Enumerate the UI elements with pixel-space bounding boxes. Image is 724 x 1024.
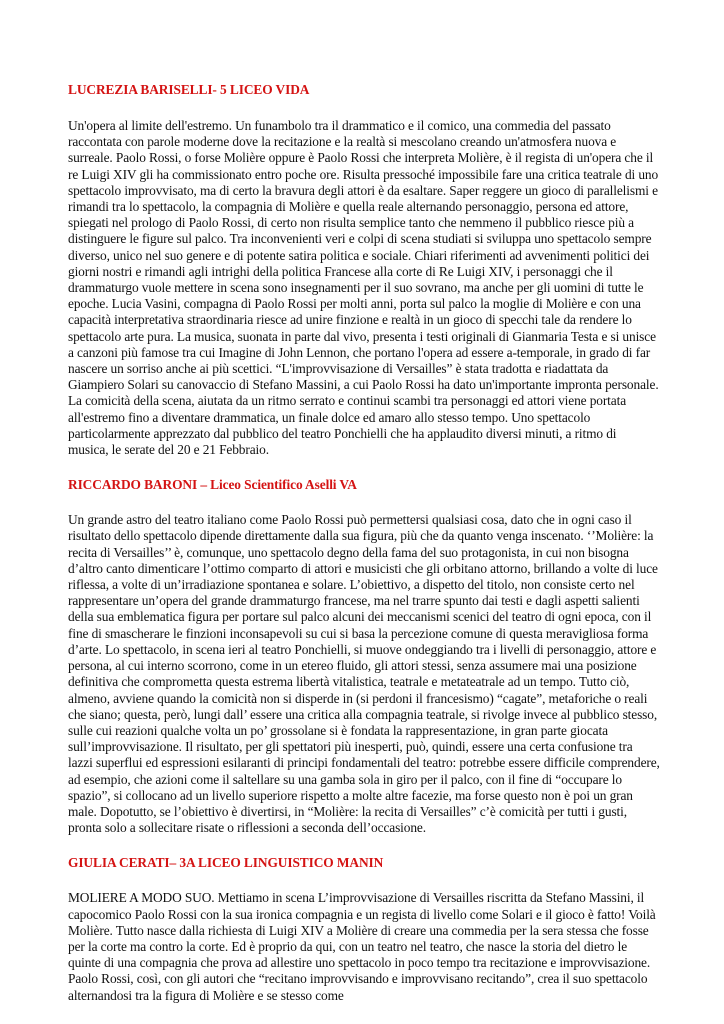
section-heading-lucrezia-bariselli: LUCREZIA BARISELLI- 5 LICEO VIDA xyxy=(68,82,310,97)
review-paragraph-giulia-cerati: MOLIERE A MODO SUO. Mettiamo in scena L’improvvisazione di Versailles riscritta da Stefano Massini, il capocomico Paolo Rossi con la sua ironica compagnia e un regista di livello come Solari e il gioco è fatto! Voilà Molière. Tutto nasce dalla richiesta di Luigi XIV a Molière di creare una commedia per la sera stessa che fosse per la corte ma contro la corte. Ed è proprio da qui, con un teatro nel teatro, che nasce la storia del dietro le quinte di una compagnia che prova ad allestire uno spettacolo in poco tempo tra recitazione e improvvisazione. Paolo Rossi, così, con gli autori che “recitano improvvisando e improvvisano recitando”, crea il suo spettacolo alternandosi tra la figura di Molière e se stesso come xyxy=(68,890,656,1003)
review-paragraph-lucrezia-bariselli: Un'opera al limite dell'estremo. Un funambolo tra il drammatico e il comico, una commedia del passato raccontata con parole moderne dove la recitazione e la realtà si mescolano creando un'atmosfera nuova e surreale. Paolo Rossi, o forse Molière oppure è Paolo Rossi che interpreta Molière, è il regista di un'opera che il re Luigi XIV gli ha commissionato entro poche ore. Risulta pressoché impossibile fare una critica teatrale di uno spettacolo improvvisato, ma di certo la bravura degli attori è da esaltare. Saper reggere un gioco di parallelismi e rimandi tra lo spettacolo, la compagnia di Molière e quella reale alternando personaggio, persona ed attore, spiegati nel prologo di Paolo Rossi, di certo non risulta semplice tanto che nemmeno il pubblico riesce più a distinguere le figure sul palco. Tra inconvenienti veri e colpi di scena studiati si sviluppa uno spettacolo sempre diverso, unico nel suo genere e di potente satira politica e sociale. Chiari riferimenti ad avvenimenti politici dei giorni nostri e rimandi agli intrighi della politica Francese alla corte di Re Luigi XIV, i personaggi che il drammaturgo vuole mettere in scena sono insegnamenti per il suo sovrano, ma anche per gli uomini di tutte le epoche. Lucia Vasini, compagna di Paolo Rossi per molti anni, porta sul palco la moglie di Molière e con una capacità interpretativa straordinaria riesce ad unire finzione e realtà in un gioco di specchi tale da rendere lo spettacolo arte pura. La musica, suonata in parte dal vivo, presenta i testi originali di Gianmaria Testa e si unisce a canzoni più famose tra cui Imagine di John Lennon, che portano l'opera ad essere a-temporale, in grado di far nascere un sorriso anche ai più scettici. “L'improvvisazione di Versailles” è stata tradotta e riadattata da Giampiero Solari su canovaccio di Stefano Massini, a cui Paolo Rossi ha dato un'importante impronta personale. La comicità della scena, aiutata da un ritmo serrato e continui scambi tra personaggi ed attori viene portata all'estremo fino a diventare drammatica, un finale dolce ed amaro allo stesso tempo. Uno spettacolo particolarmente apprezzato dal pubblico del teatro Ponchielli che ha applaudito diversi minuti, a ritmo di musica, le serate del 20 e 21 Febbraio. xyxy=(68,118,659,458)
document-page xyxy=(68,82,660,1004)
review-paragraph-riccardo-baroni: Un grande astro del teatro italiano come Paolo Rossi può permettersi qualsiasi cosa, dato che in ogni caso il risultato dello spettacolo dipende direttamente dalla sua figura, più che da quanto venga inscenato. ‘’Molière: la recita di Versailles’’ è, comunque, uno spettacolo degno della fama del suo protagonista, in cui non bisogna d’altro canto dimenticare l’ottimo comparto di attori e musicisti che gli orbitano attorno, brillando a volte di luce riflessa, a volte di un’irradiazione spontanea e solare. L’obiettivo, a dispetto del titolo, non consiste certo nel rappresentare un’opera del grande drammaturgo francese, ma nel trarre spunto dai testi e dagli aspetti salienti della sua emblematica figura per portare sul palco alcuni dei meccanismi scenici del teatro di ogni epoca, con il fine di smascherare le finzioni inconsapevoli su cui si basa la percezione comune di questa meravigliosa forma d’arte. Lo spettacolo, in scena ieri al teatro Ponchielli, si muove ondeggiando tra i livelli di personaggio, attore e persona, al cui interno scorrono, come in un etereo fluido, gli attori stessi, senza assumere mai una posizione definitiva che comprometta questa estrema libertà vitalistica, teatrale e metateatrale ad un tempo. Tutto ciò, almeno, avviene quando la comicità non si disperde in (si perdoni il francesismo) “cagate”, metaforiche o reali che siano; questa, però, lungi dall’ essere una critica alla compagnia teatrale, si rivolge invece al pubblico stesso, sulle cui reazioni qualche volta un po’ grossolane si è fondata la rappresentazione, in gran parte giocata sull’improvvisazione. Il risultato, per gli spettatori più inesperti, può, quindi, essere una certa confusione tra lazzi superflui ed espressioni esilaranti di principi fondamentali del teatro: potrebbe essere difficile comprendere, ad esempio, che azioni come il saltellare su una gamba sola in giro per il palco, con il fine di “occupare lo spazio”, si collocano ad un livello superiore rispetto a molte altre facezie, ma forse questo non è poi un gran male. Dopotutto, se l’obiettivo è divertirsi, in “Molière: la recita di Versailles” c’è comicità per tutti i gusti, pronta solo a sollecitare risate o riflessioni a seconda dell’occasione. xyxy=(68,512,660,836)
section-heading-giulia-cerati: GIULIA CERATI– 3A LICEO LINGUISTICO MANIN xyxy=(68,855,384,871)
section-heading-riccardo-baroni: RICCARDO BARONI – Liceo Scientifico Aselli VA xyxy=(68,477,357,493)
